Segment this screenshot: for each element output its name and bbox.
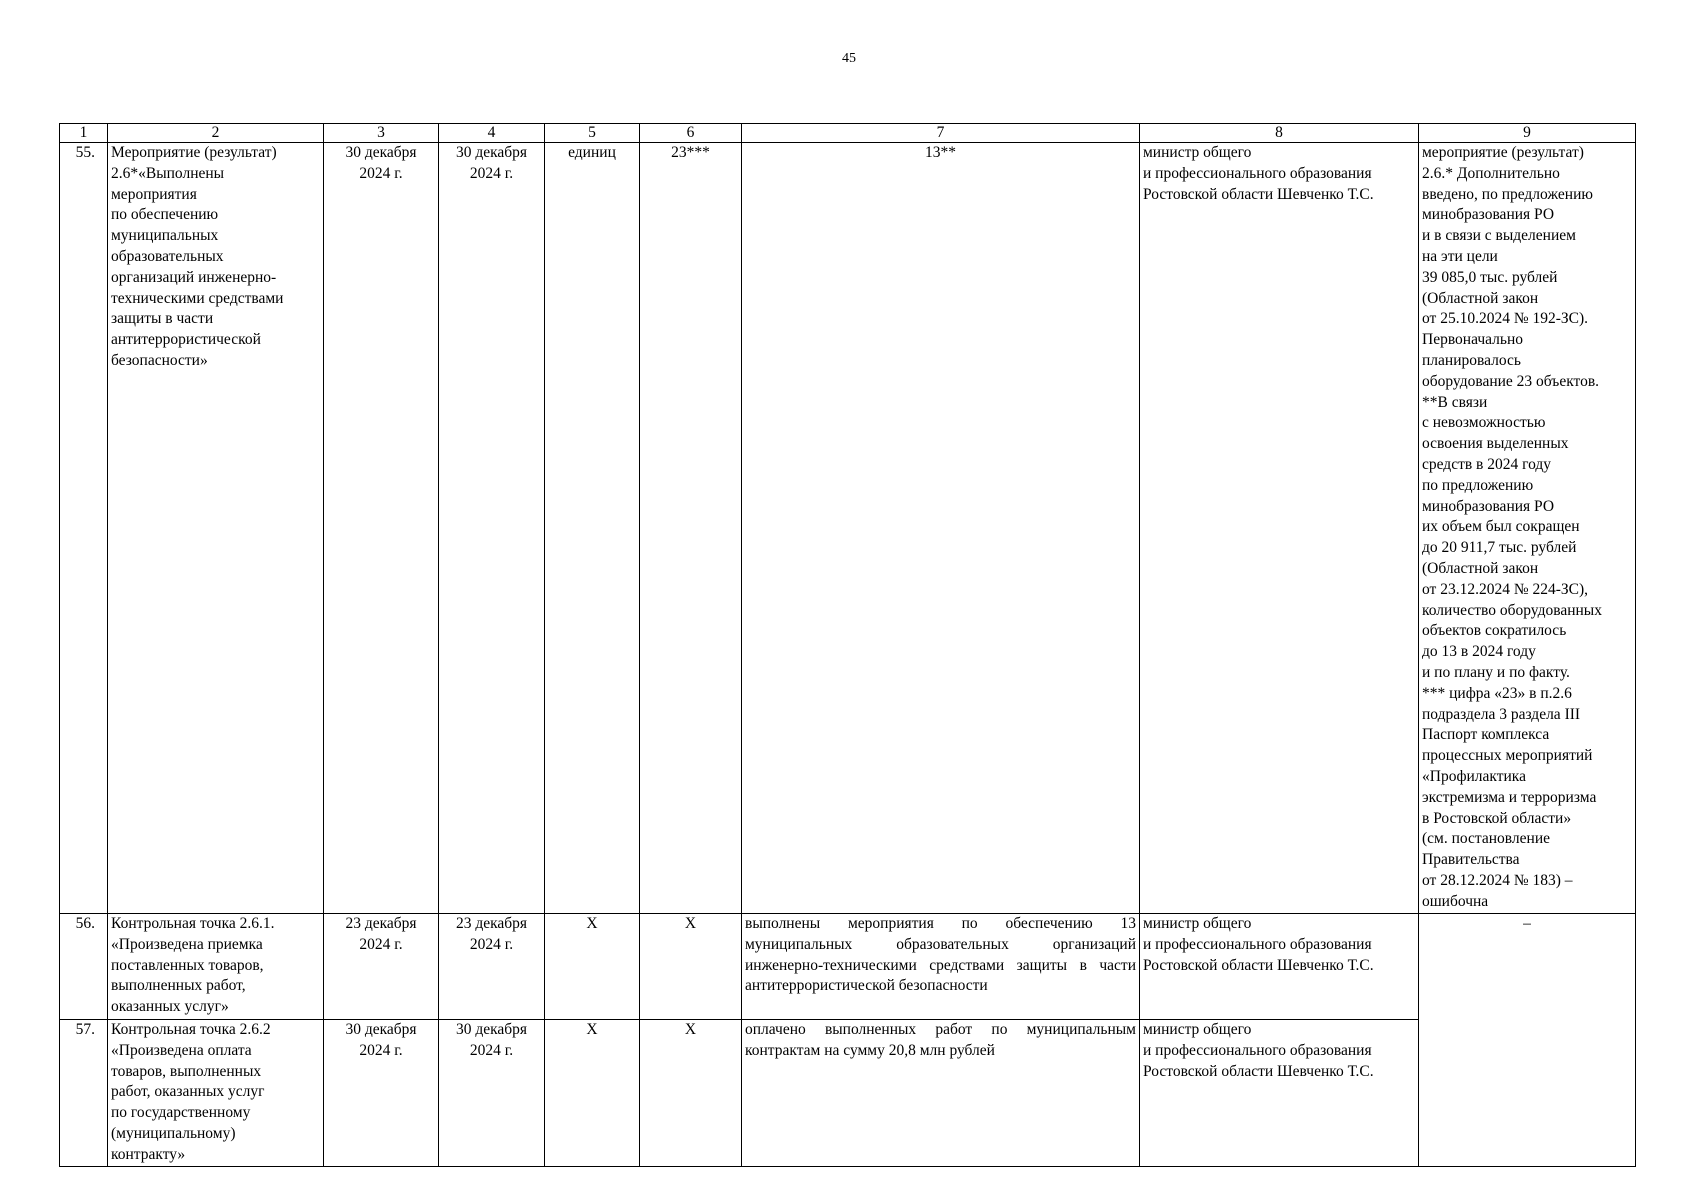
result-cell: выполнены мероприятия по обеспечению 13 муниципальных образовательных организаций инженерно-техническими средствами защиты в части антитеррористической безопасности: [742, 914, 1140, 1020]
plan-value-cell: Х: [640, 914, 742, 1020]
column-header-6: 6: [640, 124, 742, 143]
note-cell: –: [1419, 914, 1636, 1167]
plan-date-cell: 30 декабря 2024 г.: [324, 1020, 439, 1167]
unit-cell: Х: [545, 914, 640, 1020]
activity-name-cell: Мероприятие (результат) 2.6*«Выполнены мероприятия по обеспечению муниципальных образовательных организаций инженерно- техническими средствами защиты в части антитеррористической безопасности»: [108, 143, 324, 914]
plan-date-cell: 30 декабря 2024 г.: [324, 143, 439, 914]
column-header-2: 2: [108, 124, 324, 143]
note-cell: мероприятие (результат) 2.6.* Дополнительно введено, по предложению минобразования РО и в связи с выделением на эти цели 39 085,0 тыс. рублей (Областной закон от 25.10.2024 № 192-ЗС). Первоначально планировалось оборудование 23 объектов. **В связи с невозможностью освоения выделенных средств в 2024 году по предложению минобразования РО их объем был сокращен до 20 911,7 тыс. рублей (Областной закон от 23.12.2024 № 224-ЗС), количество оборудованных объектов сократилось до 13 в 2024 году и по плану и по факту. *** цифра «23» в п.2.6 подраздела 3 раздела III Паспорт комплекса процессных мероприятий «Профилактика экстремизма и терроризма в Ростовской области» (см. постановление Правительства от 28.12.2024 № 183) – ошибочна: [1419, 143, 1636, 914]
result-cell: 13**: [742, 143, 1140, 914]
plan-value-cell: Х: [640, 1020, 742, 1167]
header-row: [60, 124, 1636, 143]
unit-cell: Х: [545, 1020, 640, 1167]
responsible-cell: министр общего и профессионального образования Ростовской области Шевченко Т.С.: [1140, 1020, 1419, 1167]
column-header-1: 1: [60, 124, 108, 143]
page-number: 45: [842, 51, 856, 66]
activity-name-cell: Контрольная точка 2.6.2 «Произведена оплата товаров, выполненных работ, оказанных услуг по государственному (муниципальному) контракту»: [108, 1020, 324, 1167]
column-header-9: 9: [1419, 124, 1636, 143]
fact-date-cell: 30 декабря 2024 г.: [439, 1020, 545, 1167]
column-header-8: 8: [1140, 124, 1419, 143]
plan-date-cell: 23 декабря 2024 г.: [324, 914, 439, 1020]
column-header-7: 7: [742, 124, 1140, 143]
unit-cell: единиц: [545, 143, 640, 914]
responsible-cell: министр общего и профессионального образования Ростовской области Шевченко Т.С.: [1140, 914, 1419, 1020]
table-row: [60, 914, 1636, 1020]
activity-name-cell: Контрольная точка 2.6.1. «Произведена приемка поставленных товаров, выполненных работ, оказанных услуг»: [108, 914, 324, 1020]
row-number-cell: 57.: [60, 1020, 108, 1167]
fact-date-cell: 23 декабря 2024 г.: [439, 914, 545, 1020]
report-table: [59, 123, 1636, 1167]
table-row: [60, 1020, 1636, 1167]
row-number-cell: 56.: [60, 914, 108, 1020]
column-header-3: 3: [324, 124, 439, 143]
responsible-cell: министр общего и профессионального образования Ростовской области Шевченко Т.С.: [1140, 143, 1419, 914]
column-header-5: 5: [545, 124, 640, 143]
fact-date-cell: 30 декабря 2024 г.: [439, 143, 545, 914]
result-cell: оплачено выполненных работ по муниципальным контрактам на сумму 20,8 млн рублей: [742, 1020, 1140, 1167]
row-number-cell: 55.: [60, 143, 108, 914]
table-row: [60, 143, 1636, 914]
column-header-4: 4: [439, 124, 545, 143]
plan-value-cell: 23***: [640, 143, 742, 914]
